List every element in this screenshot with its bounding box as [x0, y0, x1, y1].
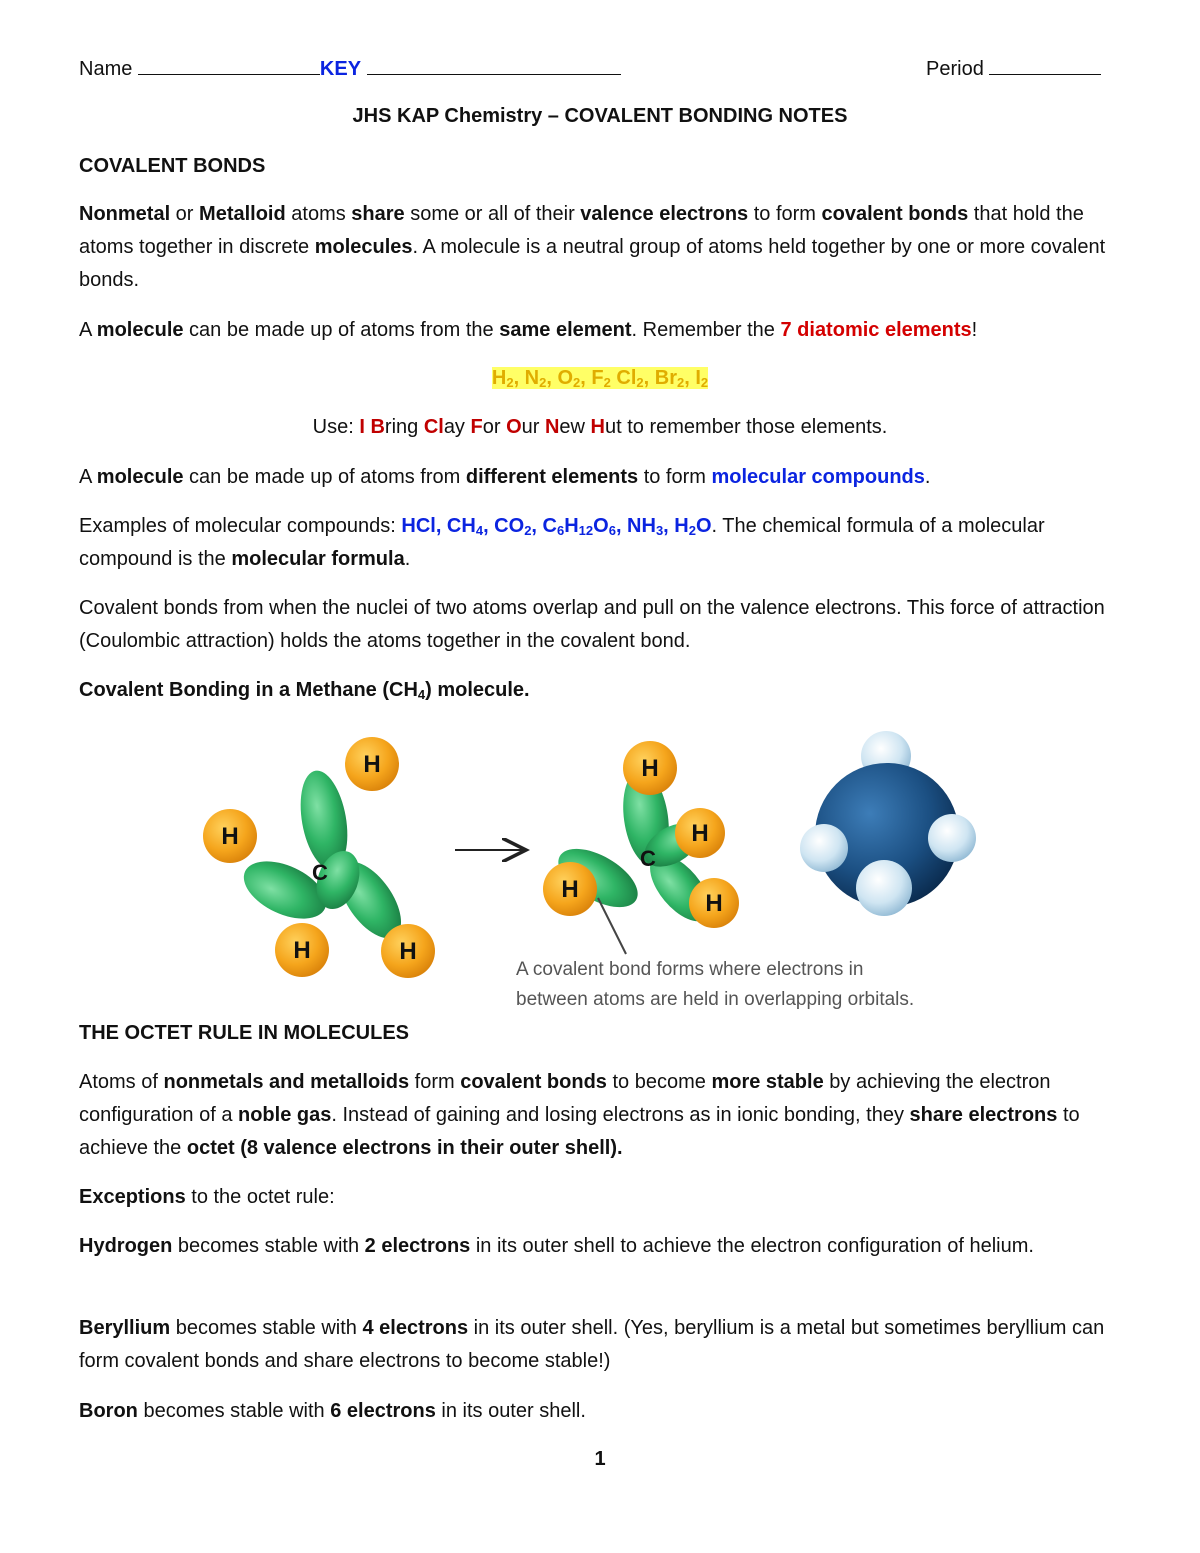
diatomic-formulas: $H_2$, $N_2$, $O_2$, $F_2$ $Cl_2$, $Br_2$, $I_2$	[491, 367, 709, 390]
model-hydrogen	[800, 824, 848, 872]
methane-before-diagram	[203, 737, 435, 978]
hydrogen-atom	[275, 923, 329, 977]
paragraph-bond-formation: Covalent bonds from when the nuclei of two atoms overlap and pull on the valence electrons. This force of attraction (Coulombic attraction) holds the atoms together in the covalent bond.	[79, 597, 1105, 652]
hydrogen-atom	[543, 862, 597, 916]
paragraph-examples: Examples of molecular compounds: HCl, $CH_4$, $CO_2$, $C_6H_{12}O_6$, $NH_3$, $H_2O$. The chemical formula of a molecular compound is the molecular formula.	[79, 515, 1045, 570]
svg-text:H: H	[641, 755, 659, 782]
hydrogen-atom	[689, 878, 739, 928]
hydrogen-atom	[675, 808, 725, 858]
paragraph-boron: Boron becomes stable with 6 electrons in its outer shell.	[79, 1400, 586, 1422]
name-line	[79, 56, 621, 81]
example-formulas: HCl, $CH_4$, $CO_2$, $C_6H_{12}O_6$, $NH_3$, $H_2O$	[401, 515, 712, 538]
name-label: Name	[79, 58, 133, 80]
carbon-label: C	[312, 860, 328, 885]
name-blank	[138, 56, 320, 75]
paragraph-definition: Nonmetal or Metalloid atoms share some or all of their valence electrons to form covalent bonds that hold the atoms together in discrete molecules. A molecule is a neutral group of atoms held together by one or more covalent bonds.	[79, 203, 1106, 291]
figure-caption-line-1: A covalent bond forms where electrons in	[516, 959, 864, 980]
name-blank-2	[367, 56, 621, 75]
figure-caption-line-2: between atoms are held in overlapping orbitals.	[516, 989, 915, 1010]
hydrogen-atom	[203, 809, 257, 863]
paragraph-exceptions: Exceptions to the octet rule:	[79, 1186, 335, 1208]
paragraph-different-elements: A molecule can be made up of atoms from different elements to form molecular compounds.	[79, 466, 931, 488]
section-heading-covalent-bonds: COVALENT BONDS	[79, 155, 266, 177]
methane-space-filling-model	[800, 731, 976, 916]
carbon-label: C	[640, 846, 656, 871]
svg-text:H: H	[293, 937, 311, 964]
period-blank	[989, 56, 1101, 75]
svg-text:H: H	[399, 938, 417, 965]
model-hydrogen	[856, 860, 912, 916]
period-line	[926, 56, 1101, 81]
svg-text:H: H	[705, 890, 723, 917]
methane-heading: Covalent Bonding in a Methane $(CH_4)$ molecule.	[79, 679, 530, 702]
paragraph-hydrogen: Hydrogen becomes stable with 2 electrons in its outer shell to achieve the electron configuration of helium.	[79, 1235, 1034, 1257]
mnemonic-line: Use: I Bring Clay For Our New Hut to remember those elements.	[312, 416, 888, 438]
svg-text:H: H	[363, 751, 381, 778]
svg-text:H: H	[561, 876, 579, 903]
methane-after-diagram	[543, 741, 739, 954]
model-hydrogen	[928, 814, 976, 862]
paragraph-octet-rule: Atoms of nonmetals and metalloids form covalent bonds to become more stable by achieving the electron configuration of a noble gas. Instead of gaining and losing electrons as in ionic bonding, they share electrons to achieve the octet (8 valence electrons in their outer shell).	[79, 1071, 1080, 1159]
page-title: JHS KAP Chemistry – COVALENT BONDING NOTES	[352, 105, 848, 127]
paragraph-beryllium: Beryllium becomes stable with 4 electrons in its outer shell. (Yes, beryllium is a metal but sometimes beryllium can form covalent bonds and share electrons to become stable!)	[79, 1317, 1105, 1372]
key-text: KEY	[319, 58, 362, 80]
hydrogen-atom	[345, 737, 399, 791]
period-label: Period	[926, 58, 984, 80]
methane-bonding-figure	[0, 720, 1200, 1020]
page-number: 1	[594, 1448, 606, 1470]
diatomic-list	[0, 367, 1200, 390]
section-heading-octet-rule: THE OCTET RULE IN MOLECULES	[79, 1022, 409, 1044]
svg-text:H: H	[691, 820, 709, 847]
svg-text:H: H	[221, 823, 239, 850]
paragraph-same-element: A molecule can be made up of atoms from the same element. Remember the 7 diatomic elements!	[79, 319, 978, 341]
hydrogen-atom	[381, 924, 435, 978]
hydrogen-atom	[623, 741, 677, 795]
